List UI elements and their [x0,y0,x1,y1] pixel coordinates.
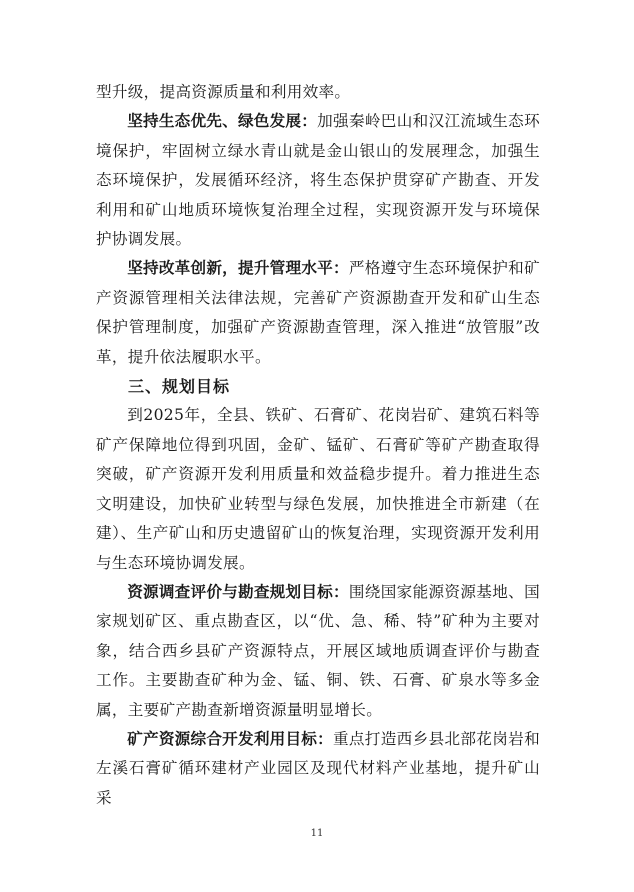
paragraph-text: 到2025年，全县、铁矿、石膏矿、花岗岩矿、建筑石料等矿产保障地位得到巩固，金矿、锰矿、石膏矿等矿产勘查取得突破，矿产资源开发利用质量和效益稳步提升。着力推进生态文明建设，加快矿业转型与绿色发展，加快推进全市新建（在建）、生产矿山和历史遗留矿山的恢复治理，实现资源开发利用与生态环境协调发展。 [96,406,540,572]
paragraph-lead: 坚持生态优先、绿色发展： [127,112,318,131]
paragraph-lead: 资源调查评价与勘查规划目标： [127,582,349,601]
paragraph-green-development [96,107,540,254]
paragraph-text: 严格遵守生态环境保护和矿产资源管理相关法律法规，完善矿产资源勘查开发和矿山生态保护管理制度，加强矿产资源勘查管理，深入推进“放管服”改革，提升依法履职水平。 [96,259,540,366]
page-body [96,78,540,813]
paragraph-reform-innovation [96,254,540,372]
paragraph-lead: 矿产资源综合开发利用目标： [127,729,333,748]
section-heading: 三、规划目标 [128,377,231,397]
paragraph-text: 加强秦岭巴山和汉江流域生态环境保护，牢固树立绿水青山就是金山银山的发展理念，加强生态环境保护，发展循环经济，将生态保护贯穿矿产勘查、开发利用和矿山地质环境恢复治理全过程，实现资源开发与环境保护协调发展。 [96,112,541,249]
paragraph-survey-goal [96,578,540,725]
paragraph-continuation [96,78,540,107]
paragraph-lead: 坚持改革创新，提升管理水平： [127,259,349,278]
paragraph-text: 重点打造西乡县北部花岗岩和左溪石膏矿循环建材产业园区及现代材料产业基地，提升矿山采 [96,729,540,807]
paragraph-text: 型升级，提高资源质量和利用效率。 [96,83,351,101]
paragraph-utilization-goal [96,725,540,813]
paragraph-text: 围绕国家能源资源基地、国家规划矿区、重点勘查区，以“优、急、稀、特”矿种为主要对象，结合西乡县矿产资源特点，开展区域地质调查评价与勘查工作。主要勘查矿种为金、锰、铜、铁、石膏、矿泉水等多金属，主要矿产勘查新增资源量明显增长。 [96,582,540,719]
paragraph-goal-intro [96,401,540,577]
page-number: 11 [310,828,324,839]
